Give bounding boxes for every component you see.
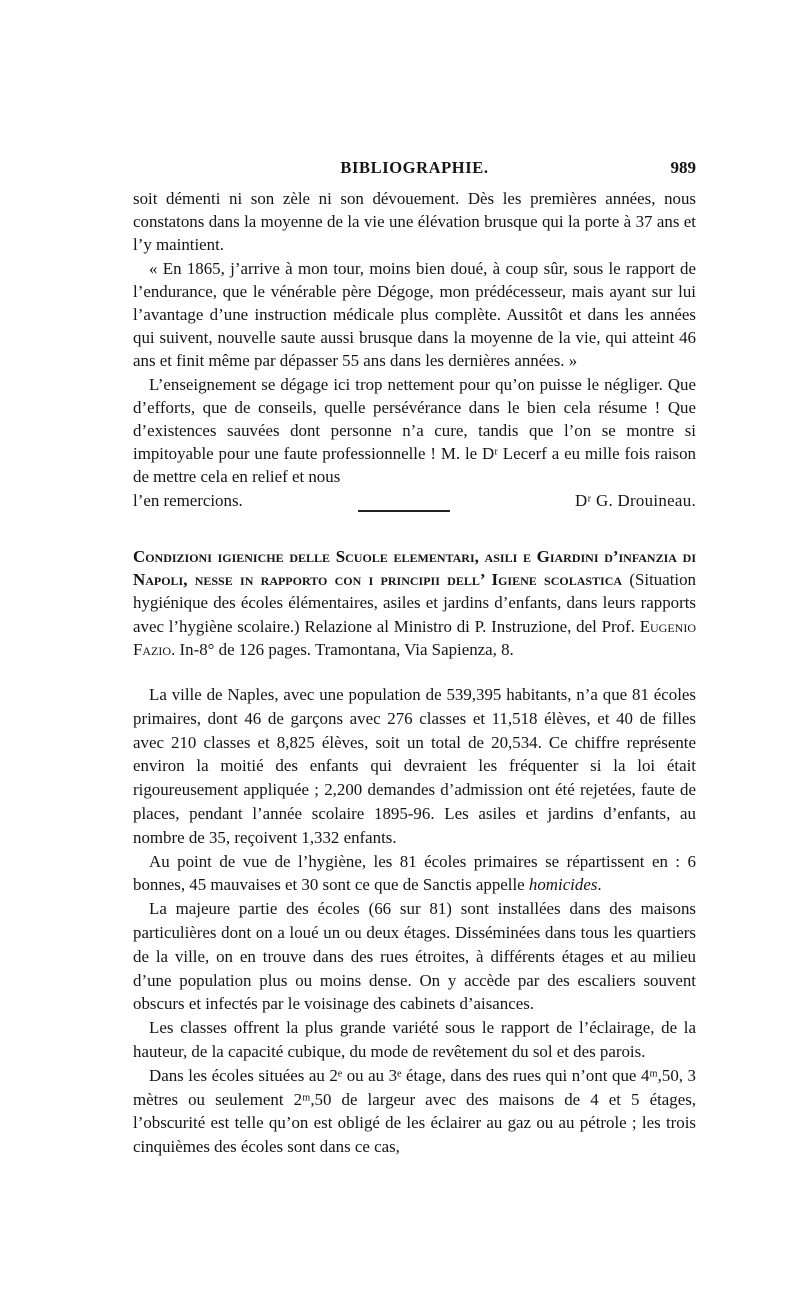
- paragraph: soit démenti ni son zèle ni son dévouement. Dès les premières années, nous constatons dans la moyenne de la vie une élévation brusque qui la porte à 37 ans et l’y maintient.: [133, 189, 696, 255]
- running-title: BIBLIOGRAPHIE.: [340, 158, 489, 177]
- closing-text: l’en remercions.: [133, 490, 243, 510]
- paragraph: La ville de Naples, avec une population de 539,395 habitants, n’a que 81 écoles primaires, dont 46 de garçons avec 276 classes et 11,518 élèves, et 40 de filles avec 210 classes et 8,825 élèves, soit un total de 20,534. Ce chiffre représente environ la moitié des enfants qui devraient les fréquenter si la loi était rigoureusement appliquée ; 2,200 demandes d’admission ont été rejetées, faute de places, pendant l’année scolaire 1895-96. Les asiles et jardins d’enfants, au nombre de 35, reçoivent 1,332 enfants.: [133, 685, 696, 847]
- hygiene-text: Au point de vue de l’hygiène, les 81 écoles primaires se répartissent en : 6 bonnes, 45 mauvaises et 30 sont ce que de Sanctis appelle: [133, 851, 696, 895]
- review-title: Condizioni igieniche delle Scuole elementari, asili e Giardini d’infanzia di Napoli, nesse in rapporto con i principii dell’ Igiene scolastica: [133, 547, 696, 590]
- section-separator: [358, 510, 450, 512]
- hygiene-text-end: .: [597, 875, 602, 895]
- review-2-text: [133, 683, 696, 1159]
- review-author: Eugenio Fazio: [133, 616, 696, 659]
- paragraph: Dans les écoles situées au 2ᵉ ou au 3ᵉ étage, dans des rues qui n’ont que 4ᵐ,50, 3 mètres ou seulement 2ᵐ,50 de largeur avec des maisons de 4 et 5 étages, l’obscurité est telle qu’on est obligé de les éclairer au gaz ou au pétrole ; les trois cinquièmes des écoles sont dans ce cas,: [133, 1065, 696, 1157]
- signature: Dʳ G. Drouineau.: [574, 490, 696, 510]
- review-title-translation: (Situation hygiénique des écoles élémentaires, asiles et jardins d’enfants, dans leurs rapports avec l’hygiène scolaire.) Relazione al Ministro di P. Instruzione, del Prof.: [133, 570, 696, 636]
- quoted-paragraph: « En 1865, j’arrive à mon tour, moins bien doué, à coup sûr, sous le rapport de l’endurance, que le vénérable père Dégoge, mon prédécesseur, mais ayant sur lui l’avantage d’une instruction médicale plus complète. Aussitôt et dans les années qui suivent, nouvelle saute aussi brusque dans la moyenne de la vie, qui atteint 46 ans et finit même par dépasser 55 ans dans les dernières années. »: [133, 258, 696, 371]
- review-2-heading: [133, 545, 696, 661]
- page-number: 989: [670, 158, 696, 177]
- review-1-text: [133, 187, 696, 512]
- page-header: [133, 158, 696, 182]
- bibliographic-entry: [133, 545, 696, 661]
- paragraph: [133, 850, 696, 898]
- signature-line: [133, 489, 696, 512]
- paragraph: La majeure partie des écoles (66 sur 81) sont installées dans des maisons particulières dont on a loué un ou deux étages. Disséminées dans tous les quartiers de la ville, on en trouve dans des rues étroites, à différents étages et au milieu d’une population plus ou moins dense. On y accède par des escaliers souvent obscurs et infectés par le voisinage des cabinets d’aisances.: [133, 899, 696, 1014]
- paragraph: Les classes offrent la plus grande variété sous le rapport de l’éclairage, de la hauteur, de la capacité cubique, du mode de revêtement du sol et des parois.: [133, 1018, 696, 1061]
- publication-info: . In-8° de 126 pages. Tramontana, Via Sapienza, 8.: [171, 639, 514, 659]
- paragraph: L’enseignement se dégage ici trop nettement pour qu’on puisse le négliger. Que d’efforts, que de conseils, quelle persévérance dans le bien cela résume ! Que d’existences sauvées dont personne n’a cure, tandis que l’on se montre si impitoyable pour une faute professionnelle ! M. le Dʳ Lecerf a eu mille fois raison de mettre cela en relief et nous: [133, 374, 696, 487]
- emphasis: homicides: [528, 875, 598, 895]
